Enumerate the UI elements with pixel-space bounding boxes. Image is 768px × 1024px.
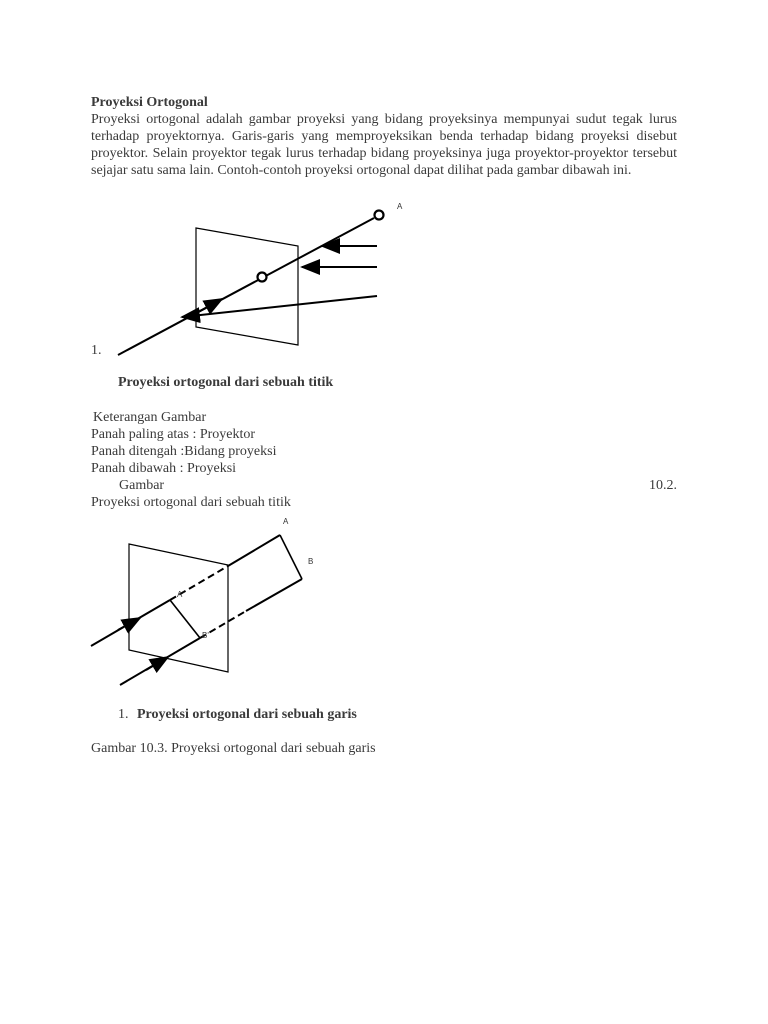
line-a-prime-b-prime xyxy=(170,600,200,638)
paragraph-line: proyektor. Selain proyektor tegak lurus terhadap bidang proyeksinya juga proyektor-proyektor tersebut xyxy=(91,146,677,161)
legend-item: Panah ditengah :Bidang proyeksi xyxy=(91,444,277,459)
label-a-prime: A' xyxy=(177,590,184,599)
legend-title: Keterangan Gambar xyxy=(93,410,207,425)
point-a-marker xyxy=(375,211,384,220)
figure-caption-line: Proyeksi ortogonal dari sebuah titik xyxy=(91,495,291,510)
figure2-gambar-caption: Gambar 10.3. Proyeksi ortogonal dari sebuah garis xyxy=(91,741,376,756)
bottom-arrow xyxy=(182,296,377,317)
figure-number: 10.2. xyxy=(649,478,677,493)
legend-item: Panah paling atas : Proyektor xyxy=(91,427,256,442)
document-heading: Proyeksi Ortogonal xyxy=(91,95,208,110)
label-b: B xyxy=(308,557,314,566)
paragraph-line: Proyeksi ortogonal adalah gambar proyeksi yang bidang proyeksinya mempunyai sudut tegak lurus xyxy=(91,112,677,127)
paragraph-line: sejajar satu sama lain. Contoh-contoh proyeksi ortogonal dapat dilihat pada gambar dibawah ini. xyxy=(91,163,632,178)
projection-plane xyxy=(129,544,228,672)
list-number: 1. xyxy=(118,707,129,722)
figure1-caption: Proyeksi ortogonal dari sebuah titik xyxy=(118,375,334,390)
paragraph-line: terhadap proyektornya. Garis-garis yang memproyeksikan benda terhadap bidang proyeksi disebut xyxy=(91,129,677,144)
line-projection-diagram xyxy=(0,500,768,700)
projector-b-line xyxy=(246,579,302,611)
point-projection-diagram xyxy=(0,0,768,400)
projector-arrow xyxy=(200,299,222,311)
label-b-prime: B' xyxy=(202,631,209,640)
point-a-label: A xyxy=(397,202,403,211)
label-a: A xyxy=(283,517,289,526)
figure-label-word: Gambar xyxy=(119,478,165,493)
line-ab xyxy=(280,535,302,579)
projector-line xyxy=(118,218,374,355)
legend-item: Panah dibawah : Proyeksi xyxy=(91,461,237,476)
figure2-caption: Proyeksi ortogonal dari sebuah garis xyxy=(137,707,357,722)
projected-point-marker xyxy=(258,273,267,282)
projector-b-arrow xyxy=(146,657,168,670)
projector-a-line xyxy=(228,535,280,566)
list-number: 1. xyxy=(91,343,102,358)
